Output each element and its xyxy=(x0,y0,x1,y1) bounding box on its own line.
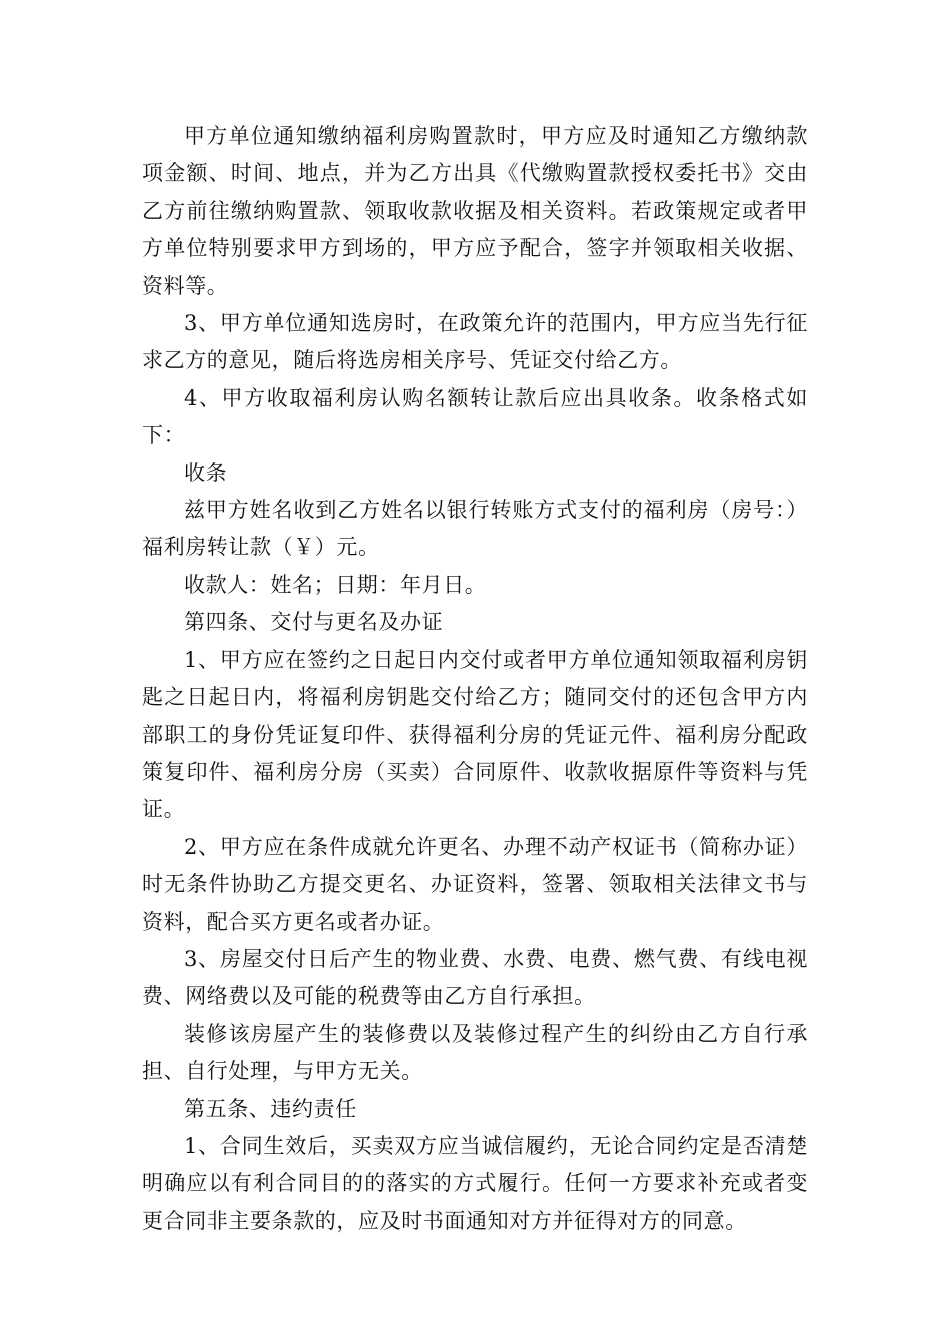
paragraph-article-4-clause-2: 2、甲方应在条件成就允许更名、办理不动产权证书（简称办证）时无条件协助乙方提交更名、办证资料，签署、领取相关法律文书与资料，配合买方更名或者办证。 xyxy=(142,834,808,934)
paragraph-clause-4-receipt: 4、甲方收取福利房认购名额转让款后应出具收条。收条格式如下： xyxy=(142,385,808,448)
paragraph-clause-3-room-selection: 3、甲方单位通知选房时，在政策允许的范围内，甲方应当先行征求乙方的意见，随后将选房相关序号、凭证交付给乙方。 xyxy=(142,311,808,373)
paragraph-article-5-clause-1: 1、合同生效后，买卖双方应当诚信履约，无论合同约定是否清楚明确应以有利合同目的的落实的方式履行。任何一方要求补充或者变更合同非主要条款的，应及时书面通知对方并征得对方的同意。 xyxy=(142,1133,808,1233)
article-5-heading: 第五条、违约责任 xyxy=(184,1096,357,1121)
paragraph-payment-notice: 甲方单位通知缴纳福利房购置款时，甲方应及时通知乙方缴纳款项金额、时间、地点，并为乙方出具《代缴购置款授权委托书》交由乙方前往缴纳购置款、领取收款收据及相关资料。若政策规定或者甲方单位特别要求甲方到场的，甲方应予配合，签字并领取相关收据、资料等。 xyxy=(142,124,808,298)
receipt-title: 收条 xyxy=(184,460,228,485)
receipt-body: 兹甲方姓名收到乙方姓名以银行转账方式支付的福利房（房号：）福利房转让款（￥）元。 xyxy=(142,498,808,560)
receipt-signature-line: 收款人：姓名；日期：年月日。 xyxy=(184,572,487,597)
paragraph-article-4-clause-1: 1、甲方应在签约之日起日内交付或者甲方单位通知领取福利房钥匙之日起日内，将福利房钥匙交付给乙方；随同交付的还包含甲方内部职工的身份凭证复印件、获得福利分房的凭证元件、福利房分配政策复印件、福利房分房（买卖）合同原件、收款收据原件等资料与凭证。 xyxy=(142,647,808,822)
paragraph-article-4-clause-3: 3、房屋交付日后产生的物业费、水费、电费、燃气费、有线电视费、网络费以及可能的税费等由乙方自行承担。 xyxy=(142,946,808,1009)
document-page xyxy=(142,118,808,1240)
article-4-heading: 第四条、交付与更名及办证 xyxy=(184,610,444,635)
paragraph-renovation: 装修该房屋产生的装修费以及装修过程产生的纠纷由乙方自行承担、自行处理，与甲方无关。 xyxy=(142,1021,808,1084)
